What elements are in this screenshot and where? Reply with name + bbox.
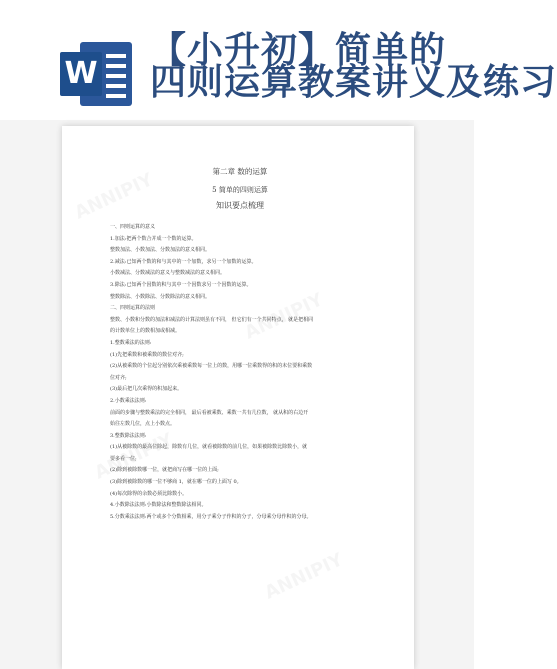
- document-line: 二、四则运算的法则: [110, 305, 156, 312]
- section-heading: 5 简单的四则运算: [212, 186, 268, 194]
- document-line: 要多看一位;: [110, 455, 137, 462]
- document-line: 整数加法、小数加法、分数加法的意义相同。: [110, 247, 211, 254]
- document-line: 始往左数几位，点上小数点。: [110, 421, 176, 428]
- document-line: 前面的步骤与整数乘法的完全相同， 最后看被乘数、乘数一共有几位数， 就从积的右边开: [110, 409, 309, 416]
- chapter-heading: 第二章 数的运算: [212, 167, 268, 176]
- document-line: (3)除到被除数的哪一位不够商 1，就在哪一位的上面写 0。: [110, 479, 242, 486]
- document-line: 1.整数乘法的法则:: [110, 339, 152, 346]
- document-line: (4)每次除得的余数必须比除数小。: [110, 490, 188, 497]
- document-title-line-1: 【小升初】简单的: [150, 30, 447, 71]
- document-lines: [110, 222, 370, 523]
- document-line: 4.小数除法法则:小数除法和整数除法相同。: [110, 502, 207, 509]
- document-line: 2.减法:已知两个数的和与其中的一个加数，求另一个加数的运算。: [110, 258, 257, 265]
- document-line: 一、四则运算的意义: [110, 224, 156, 230]
- word-document-icon: [60, 42, 132, 106]
- document-line: 小数减法、分数减法的意义与整数减法的意义相同。: [110, 270, 226, 277]
- document-line: 2.小数乘法法则:: [110, 397, 147, 404]
- document-line: 整数、小数和分数的加法和减法的计算法则虽有不同， 但它们有一个共同特点， 就是把相同: [110, 316, 314, 323]
- document-line: (1)先把乘数和被乘数的数位对齐;: [110, 351, 184, 358]
- knowledge-heading: 知识要点梳理: [216, 201, 264, 210]
- document-line: 的计数单位上的数相加或相减。: [110, 328, 181, 335]
- document-line: 1.加法:把两个数合并成一个数的运算。: [110, 235, 197, 242]
- document-body: [110, 166, 370, 523]
- document-line: 整数除法、小数除法、分数除法的意义相同。: [110, 293, 211, 300]
- title-banner: [0, 0, 557, 120]
- document-preview-sheet: [62, 126, 414, 669]
- document-line: 3.整数除法法则:: [110, 432, 147, 439]
- document-title-line-2: 四则运算教案讲义及练习: [150, 62, 557, 103]
- document-line: 5.分数乘法法则:两个或多个分数相乘，用分子乘分子作积的分子，分母乘分母作积的分母。: [110, 513, 312, 520]
- document-line: (2)除到被除数哪一位，就把商写在哪一位的上面;: [110, 467, 219, 474]
- document-line: 位对齐;: [110, 374, 127, 381]
- word-icon-badge: W: [60, 52, 102, 96]
- document-line: (2)从被乘数的个位起分别依次乘被乘数每一位上的数，用哪一位乘数得的积的末位要和乘数: [110, 363, 313, 370]
- document-line: (1)从被除数的最高位除起，除数有几位，就看被除数的前几位，如果被除数比除数小，就: [110, 444, 308, 451]
- document-line: (3)最后把几次乘得的积加起来。: [110, 386, 183, 393]
- document-line: 3.除法:已知两个因数的积与其中一个因数求另一个因数的运算。: [110, 281, 252, 288]
